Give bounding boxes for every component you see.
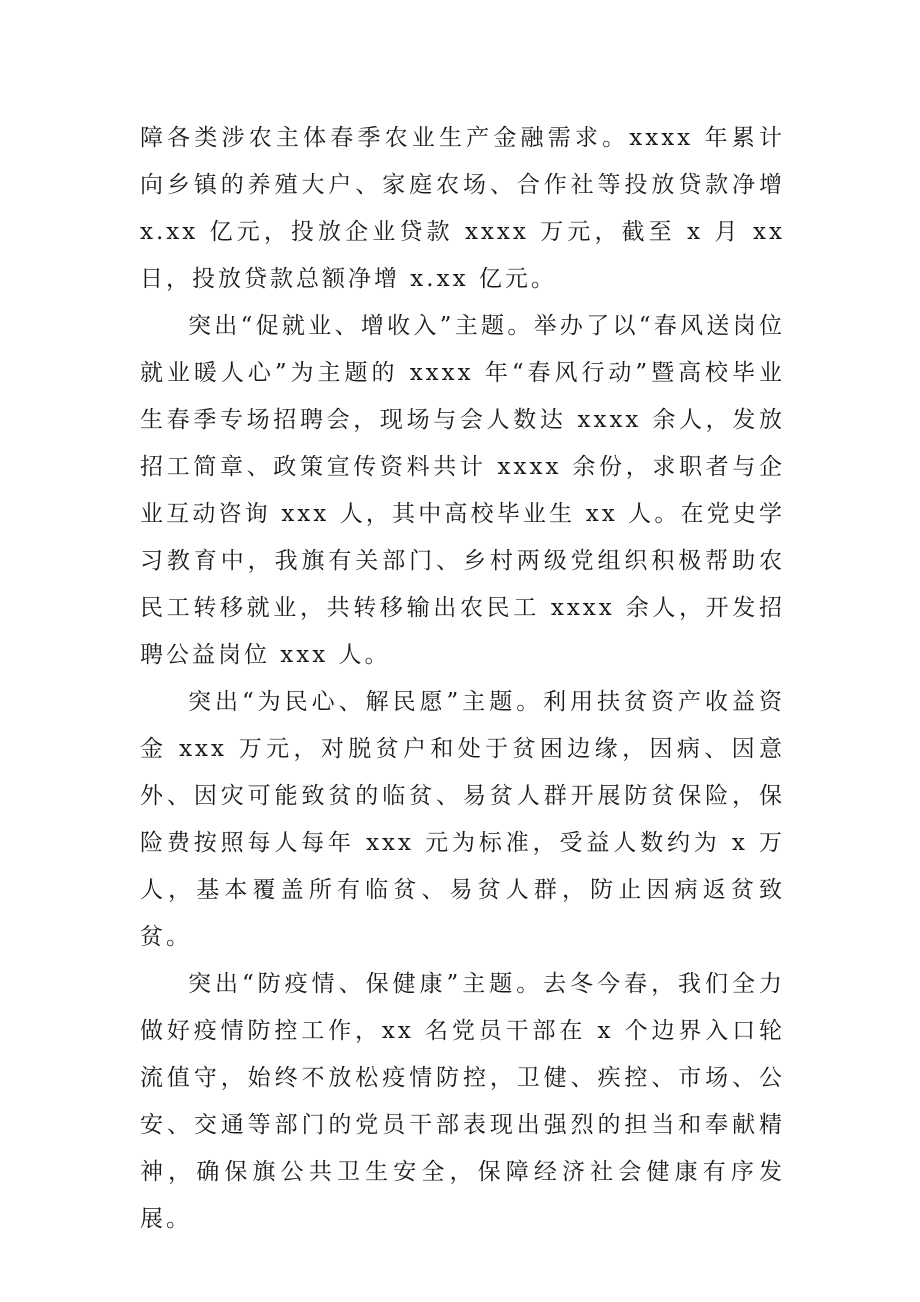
paragraph-finance: 障各类涉农主体春季农业生产金融需求。xxxx 年累计向乡镇的养殖大户、家庭农场、合作社等投放贷款净增 x.xx 亿元，投放企业贷款 xxxx 万元，截至 x 月 xx 日，投放贷款总额净增 x.xx 亿元。: [140, 125, 785, 292]
paragraph-employment: 突出“促就业、增收入”主题。举办了以“春风送岗位就业暖人心”为主题的 xxxx 年“春风行动”暨高校毕业生春季专场招聘会，现场与会人数达 xxxx 余人，发放招工简章、政策宣传资料共计 xxxx 余份，求职者与企业互动咨询 xxx 人，其中高校毕业生 xx 人。在党史学习教育中，我旗有关部门、乡村两级党组织积极帮助农民工转移就业，共转移输出农民工 xxxx 余人，开发招聘公益岗位 xxx 人。: [140, 313, 785, 668]
paragraph-poverty-insurance: 突出“为民心、解民愿”主题。利用扶贫资产收益资金 xxx 万元，对脱贫户和处于贫困边缘，因病、因意外、因灾可能致贫的临贫、易贫人群开展防贫保险，保险费按照每人每年 xxx 元为标准，受益人数约为 x 万人，基本覆盖所有临贫、易贫人群，防止因病返贫致贫。: [140, 689, 785, 950]
paragraph-epidemic-prevention: 突出“防疫情、保健康”主题。去冬今春，我们全力做好疫情防控工作，xx 名党员干部在 x 个边界入口轮流值守，始终不放松疫情防控，卫健、疾控、市场、公安、交通等部门的党员干部表现出强烈的担当和奉献精神，确保旗公共卫生安全，保障经济社会健康有序发展。: [140, 971, 785, 1232]
document-body: [140, 115, 785, 1243]
